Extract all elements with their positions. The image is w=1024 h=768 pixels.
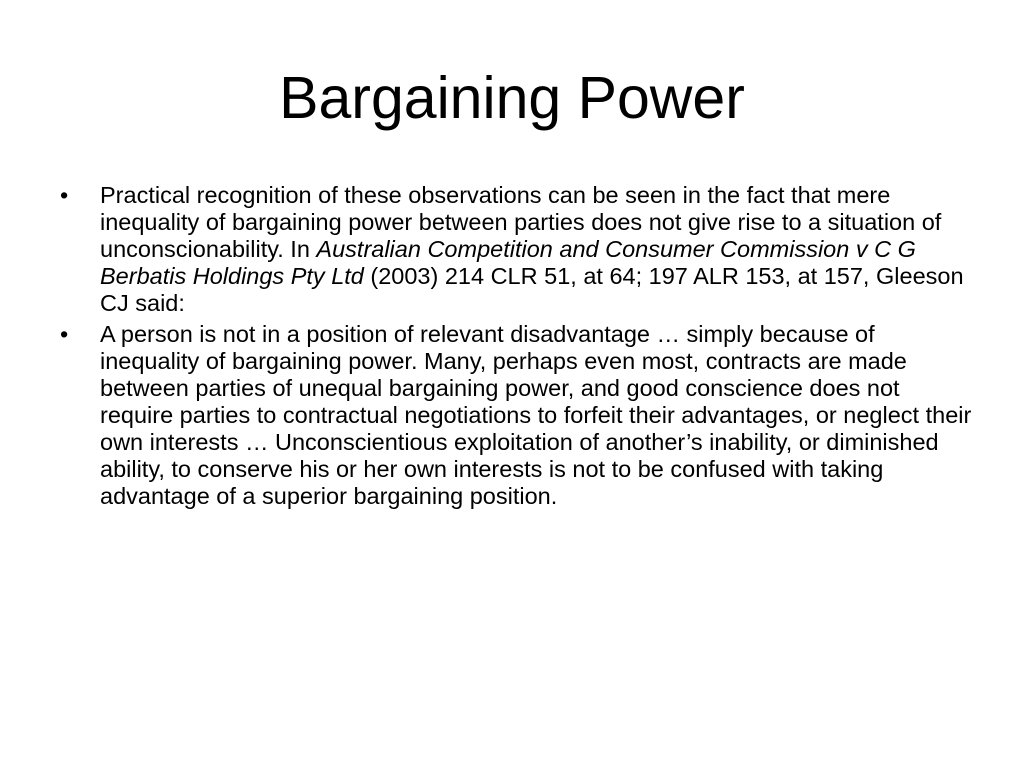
case-name: Australian Competition and Consumer Commission v C G Berbatis Holdings Pty Ltd bbox=[100, 236, 916, 289]
bullet-item-quote bbox=[58, 321, 973, 510]
slide-title: Bargaining Power bbox=[279, 65, 745, 131]
bullet-item-recognition bbox=[58, 182, 973, 317]
bullet-list bbox=[58, 182, 973, 514]
bullet-text-before: Practical recognition of these observations can be seen in the fact that mere inequality of bargaining power between parties does not give rise to a situation of unconscionability. In bbox=[100, 182, 942, 262]
bullet-icon: • bbox=[60, 182, 69, 208]
bullet-text-after: (2003) 214 CLR 51, at 64; 197 ALR 153, at 157, Gleeson CJ said: bbox=[100, 263, 964, 316]
quote-text: A person is not in a position of relevant disadvantage … simply because of inequality of bargaining power. Many, perhaps even most, contracts are made between parties of unequal bargaining power, and good conscience does not require parties to contractual negotiations to forfeit their advantages, or neglect their own interests … Unconscientious exploitation of another’s inability, or diminished ability, to conserve his or her own interests is not to be confused with taking advantage of a superior bargaining position. bbox=[100, 321, 972, 509]
bullet-icon: • bbox=[60, 321, 69, 347]
